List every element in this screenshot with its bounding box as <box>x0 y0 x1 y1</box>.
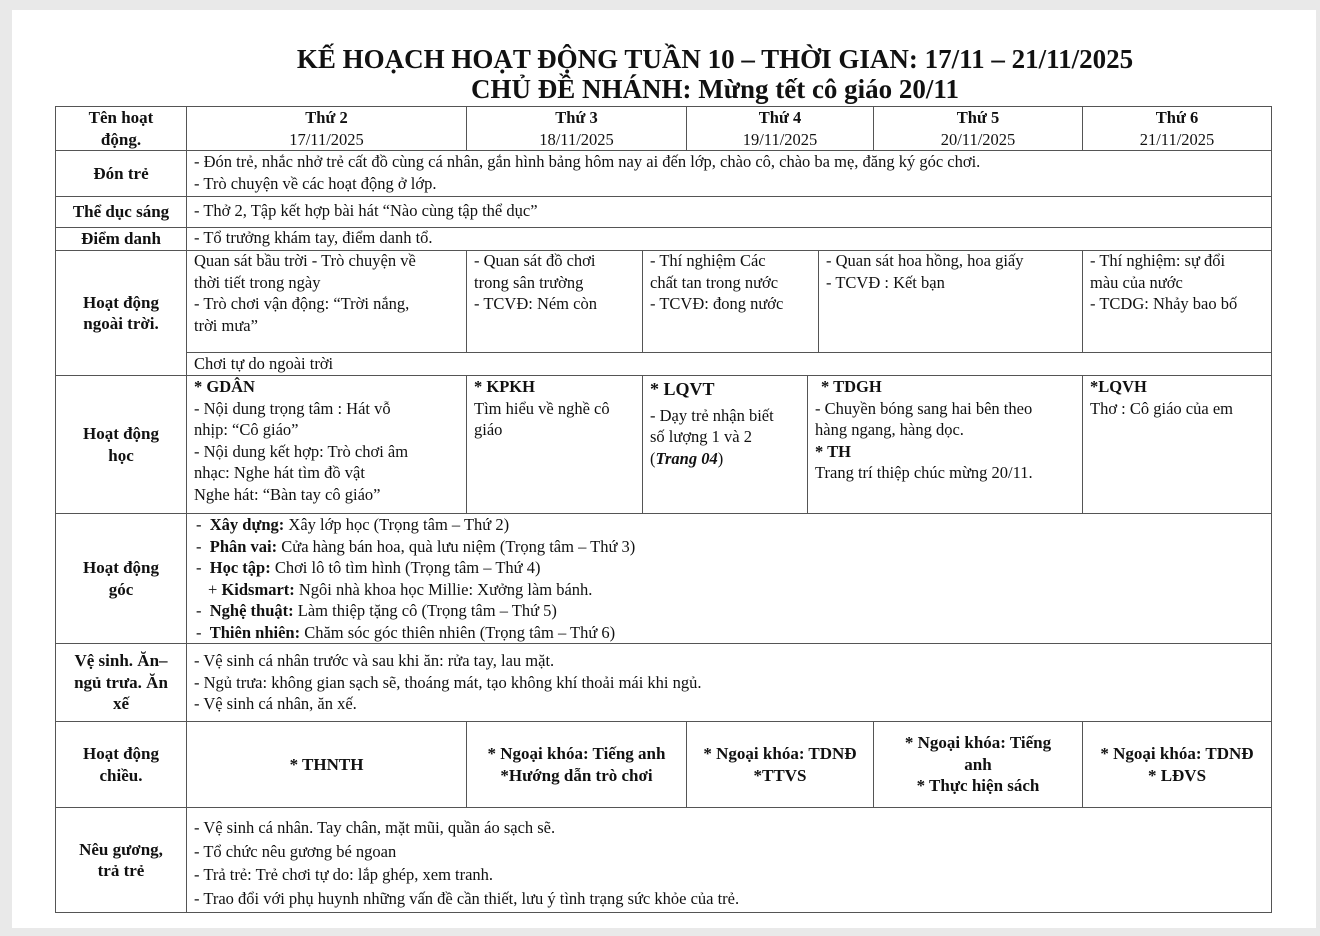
header-activity-name: Tên hoạt động. <box>88 108 154 149</box>
goc-item: - Xây dựng: Xây lớp học (Trọng tâm – Thứ 2) <box>196 515 510 534</box>
hoc-wed: * LQVT - Dạy trẻ nhận biết số lượng 1 và 2 (Trang 04) <box>650 379 806 469</box>
goc-item: - Học tập: Chơi lô tô tìm hình (Trọng tâm – Thứ 4) <box>196 558 541 577</box>
ngoai-troi-wed: - Thí nghiệm Các chất tan trong nước - TCVĐ: đong nước <box>650 251 784 313</box>
neu-guong-content: - Vệ sinh cá nhân. Tay chân, mặt mũi, quần áo sạch sẽ. - Tổ chức nêu gương bé ngoan - Trả trẻ: Trẻ chơi tự do: lắp ghép, xem tranh. - Trao đổi với phụ huynh những vấn đề cần thiết, lưu ý tình trạng sức khỏe của trẻ. <box>194 818 740 908</box>
header-day-thu: Thứ 5 20/11/2025 <box>940 108 1016 149</box>
diem-danh-content: - Tổ trưởng khám tay, điểm danh tổ. <box>194 228 433 247</box>
hoc-thu: * TDGH - Chuyền bóng sang hai bên theo hàng ngang, hàng dọc. * TH Trang trí thiệp chúc mừng 20/11. <box>815 377 1033 482</box>
row-label-ve-sinh: Vệ sinh. Ăn– ngủ trưa. Ăn xế <box>74 651 168 714</box>
goc-item: - Nghệ thuật: Làm thiệp tặng cô (Trọng tâm – Thứ 5) <box>196 601 557 620</box>
header-day-mon: Thứ 2 17/11/2025 <box>289 108 364 149</box>
goc-content <box>186 514 1266 643</box>
row-label-chieu: Hoạt động chiều. <box>82 744 160 785</box>
header-day-tue: Thứ 3 18/11/2025 <box>539 108 614 149</box>
chieu-thu: * Ngoại khóa: Tiếng anh * Thực hiện sách <box>904 733 1052 796</box>
ngoai-troi-free-play: Chơi tự do ngoài trời <box>194 354 334 373</box>
chieu-fri: * Ngoại khóa: TDNĐ * LĐVS <box>1100 744 1254 785</box>
ngoai-troi-fri: - Thí nghiệm: sự đổi màu của nước - TCDG: Nhảy bao bố <box>1090 251 1238 313</box>
ve-sinh-content: - Vệ sinh cá nhân trước và sau khi ăn: rửa tay, lau mặt. - Ngủ trưa: không gian sạch sẽ, thoáng mát, tạo không khí thoải mái khi ngủ. - Vệ sinh cá nhân, ăn xế. <box>194 651 702 713</box>
row-label-hoc: Hoạt động học <box>82 424 160 465</box>
goc-item: + Kidsmart: Ngôi nhà khoa học Millie: Xưởng làm bánh. <box>208 579 593 599</box>
don-tre-content: - Đón trẻ, nhắc nhở trẻ cất đồ cùng cá nhân, gắn hình bảng hôm nay ai đến lớp, chào cô, chào ba mẹ, đăng ký góc chơi. - Trò chuyện về các hoạt động ở lớp. <box>194 152 981 193</box>
chieu-mon: * THNTH <box>289 754 364 774</box>
row-label-neu-guong: Nêu gương, trả trẻ <box>79 839 163 880</box>
row-label-the-duc: Thể dục sáng <box>72 202 170 222</box>
ngoai-troi-mon: Quan sát bầu trời - Trò chuyện về thời tiết trong ngày - Trò chơi vận động: “Trời nắng, trời mưa” <box>194 251 416 335</box>
row-label-goc: Hoạt động góc <box>82 558 160 599</box>
title-line-2: CHỦ ĐỀ NHÁNH: Mừng tết cô giáo 20/11 <box>471 74 959 104</box>
ngoai-troi-tue: - Quan sát đồ chơi trong sân trường - TCVĐ: Ném còn <box>474 251 597 313</box>
header-day-wed: Thứ 4 19/11/2025 <box>742 108 818 149</box>
hoc-wed-page-ref: (Trang 04) <box>650 448 724 468</box>
hoc-tue: * KPKH Tìm hiểu về nghề cô giáo <box>474 377 610 439</box>
the-duc-content: - Thở 2, Tập kết hợp bài hát “Nào cùng tập thể dục” <box>194 201 538 220</box>
goc-item: - Thiên nhiên: Chăm sóc góc thiên nhiên (Trọng tâm – Thứ 6) <box>196 622 616 642</box>
ngoai-troi-thu: - Quan sát hoa hồng, hoa giấy - TCVĐ : Kết bạn <box>826 251 1024 292</box>
row-label-diem-danh: Điểm danh <box>81 229 161 249</box>
row-label-ngoai-troi: Hoạt động ngoài trời. <box>82 292 160 333</box>
chieu-tue: * Ngoại khóa: Tiếng anh *Hướng dẫn trò chơi <box>487 744 666 785</box>
hoc-fri: *LQVH Thơ : Cô giáo của em <box>1090 377 1233 418</box>
goc-item: - Phân vai: Cửa hàng bán hoa, quà lưu niệm (Trọng tâm – Thứ 3) <box>196 536 636 556</box>
hoc-mon: * GDÂN - Nội dung trọng tâm : Hát vỗ nhịp: “Cô giáo” - Nội dung kết hợp: Trò chơi âm nhạc: Nghe hát tìm đồ vật Nghe hát: “Bàn tay cô giáo” <box>194 377 409 504</box>
header-day-fri: Thứ 6 21/11/2025 <box>1139 108 1215 149</box>
chieu-wed: * Ngoại khóa: TDNĐ *TTVS <box>703 744 857 785</box>
title-line-1: KẾ HOẠCH HOẠT ĐỘNG TUẦN 10 – THỜI GIAN: 17/11 – 21/11/2025 <box>296 44 1134 74</box>
row-label-don-tre: Đón trẻ <box>93 163 149 183</box>
